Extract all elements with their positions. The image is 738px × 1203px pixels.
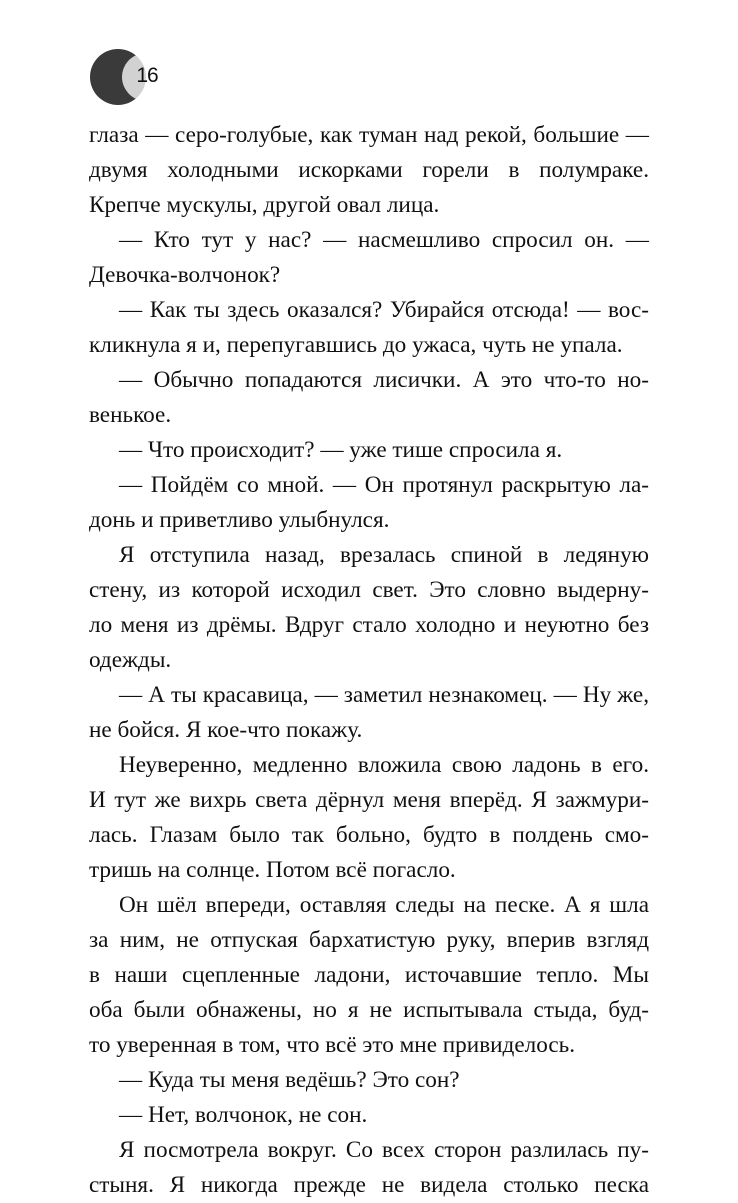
text-line: в наши сцепленные ладони, источавшие тепло. Мы — [89, 962, 649, 988]
text-line: ло меня из дрёмы. Вдруг стало холодно и неуютно без — [89, 612, 649, 638]
text-line: И тут же вихрь света дёрнул меня вперёд. Я зажмури- — [89, 787, 649, 813]
text-line: — Кто тут у нас? — насмешливо спросил он. — — [119, 227, 649, 253]
text-line: — Как ты здесь оказался? Убирайся отсюда! — вос- — [119, 297, 649, 323]
text-line: Я отступила назад, врезалась спиной в ледяную — [119, 542, 649, 568]
text-line: лась. Глазам было так больно, будто в полдень смо- — [89, 822, 649, 848]
page-number: 16 — [136, 64, 158, 87]
text-line: за ним, не отпуская бархатистую руку, вперив взгляд — [89, 927, 649, 953]
text-line: донь и приветливо улыбнулся. — [89, 507, 390, 533]
text-line: одежды. — [89, 647, 172, 673]
text-line: венькое. — [89, 402, 172, 428]
text-line: кликнула я и, перепугавшись до ужаса, чуть не упала. — [89, 332, 623, 358]
text-line: стену, из которой исходил свет. Это словно выдерну- — [89, 577, 649, 603]
text-line: Я посмотрела вокруг. Со всех сторон разлилась пу- — [119, 1137, 649, 1163]
text-line: Он шёл впереди, оставляя следы на песке. А я шла — [119, 892, 649, 918]
text-line: — Куда ты меня ведёшь? Это сон? — [119, 1067, 460, 1093]
text-line: — Что происходит? — уже тише спросила я. — [119, 437, 563, 463]
text-line: Неуверенно, медленно вложила свою ладонь в его. — [119, 752, 649, 778]
text-line: то уверенная в том, что всё это мне привиделось. — [89, 1032, 576, 1058]
text-line: — Пойдём со мной. — Он протянул раскрытую ла- — [119, 472, 649, 498]
text-line: глаза — серо-голубые, как туман над рекой, большие — — [89, 122, 649, 148]
text-line: — Нет, волчонок, не сон. — [119, 1102, 368, 1128]
text-line: Девочка-волчонок? — [89, 262, 281, 288]
text-line: тришь на солнце. Потом всё погасло. — [89, 857, 456, 883]
text-line: — Обычно попадаются лисички. А это что-то но- — [119, 367, 649, 393]
text-line: — А ты красавица, — заметил незнакомец. — Ну же, — [119, 682, 649, 708]
page-header — [88, 48, 178, 108]
text-body — [89, 118, 649, 1203]
text-line: Крепче мускулы, другой овал лица. — [89, 192, 440, 218]
text-line: не бойся. Я кое-что покажу. — [89, 717, 363, 743]
text-line: стыня. Я никогда прежде не видела столько песка — [89, 1172, 649, 1198]
text-line: двумя холодными искорками горели в полумраке. — [89, 157, 649, 183]
text-line: оба были обнажены, но я не испытывала стыда, буд- — [89, 997, 649, 1023]
